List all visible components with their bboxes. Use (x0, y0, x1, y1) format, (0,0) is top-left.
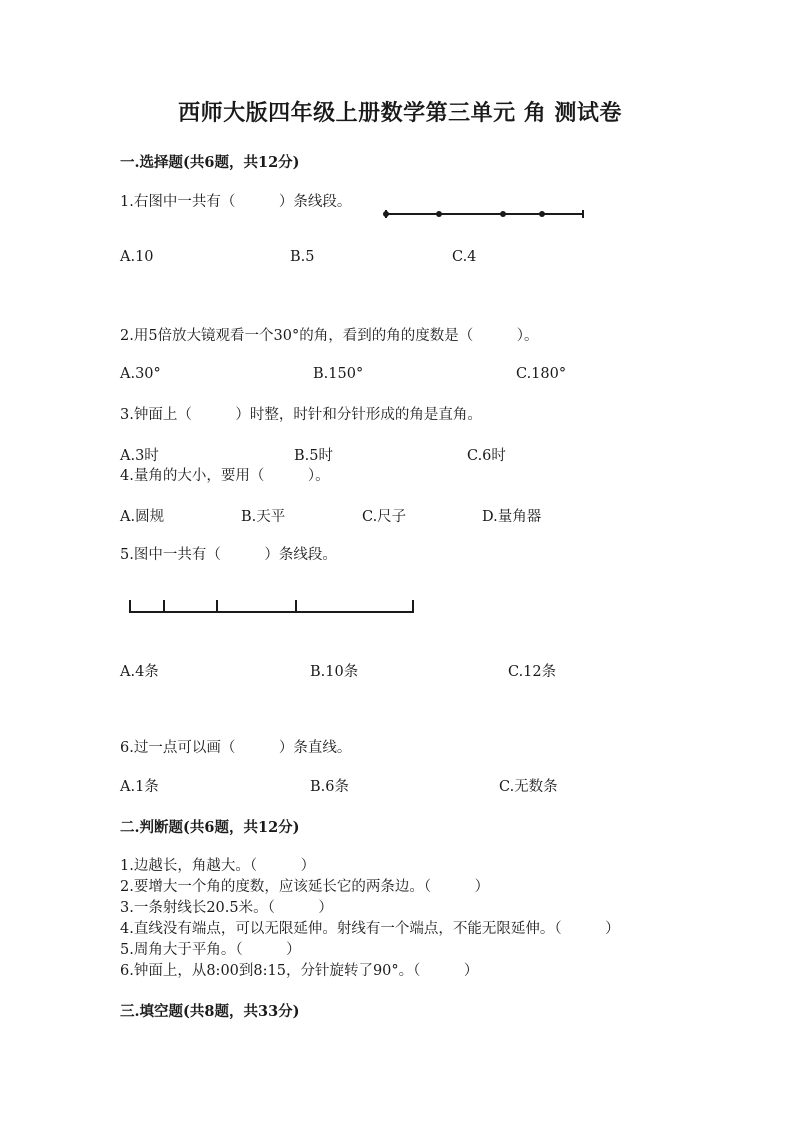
section-heading-judgement: 二.判断题(共6题，共12分) (120, 819, 300, 836)
q6-option-b: B.6条 (310, 779, 349, 795)
q1-option-c: C.4 (452, 249, 477, 265)
q3-option-a: A.3时 (120, 448, 159, 464)
judgement-item-5: 5.周角大于平角。（ ） (120, 942, 301, 958)
q6-option-c: C.无数条 (499, 779, 558, 795)
judgement-item-4: 4.直线没有端点，可以无限延伸。射线有一个端点，不能无限延伸。（ ） (120, 921, 620, 937)
q1-option-b: B.5 (290, 249, 315, 265)
q2-option-a: A.30° (120, 366, 161, 382)
question-5-stem: 5.图中一共有（ ）条线段。 (120, 547, 337, 563)
q6-option-a: A.1条 (120, 779, 159, 795)
q5-option-a: A.4条 (120, 664, 159, 680)
q2-option-b: B.150° (313, 366, 364, 382)
judgement-item-6: 6.钟面上，从8:00到8:15，分针旋转了90°。（ ） (120, 963, 479, 979)
question-6-stem: 6.过一点可以画（ ）条直线。 (120, 740, 352, 756)
q1-point (436, 211, 442, 217)
question-3-stem: 3.钟面上（ ）时整，时针和分针形成的角是直角。 (120, 407, 482, 423)
section-heading-choice: 一.选择题(共6题，共12分) (120, 154, 300, 171)
q4-option-c: C.尺子 (362, 509, 407, 525)
q5-line-segment-figure (128, 598, 418, 618)
q4-option-a: A.圆规 (120, 509, 165, 525)
q1-point (539, 211, 545, 217)
q1-line-segment-figure (380, 206, 590, 222)
question-1-stem: 1.右图中一共有（ ）条线段。 (120, 194, 352, 210)
section-heading-fill-blank: 三.填空题(共8题，共33分) (120, 1003, 300, 1020)
q3-option-c: C.6时 (467, 448, 506, 464)
q5-option-c: C.12条 (508, 664, 557, 680)
question-2-stem: 2.用5倍放大镜观看一个30°的角，看到的角的度数是（ ）。 (120, 328, 539, 344)
q1-point (500, 211, 506, 217)
page-title: 西师大版四年级上册数学第三单元 角 测试卷 (178, 100, 622, 126)
judgement-item-2: 2.要增大一个角的度数，应该延长它的两条边。（ ） (120, 879, 490, 895)
question-4-stem: 4.量角的大小，要用（ ）。 (120, 468, 330, 484)
q5-option-b: B.10条 (310, 664, 359, 680)
q3-option-b: B.5时 (294, 448, 333, 464)
q4-option-d: D.量角器 (482, 509, 542, 525)
q1-option-a: A.10 (120, 249, 154, 265)
judgement-item-3: 3.一条射线长20.5米。（ ） (120, 900, 333, 916)
q4-option-b: B.天平 (241, 509, 286, 525)
q2-option-c: C.180° (516, 366, 567, 382)
judgement-item-1: 1.边越长，角越大。（ ） (120, 858, 316, 874)
